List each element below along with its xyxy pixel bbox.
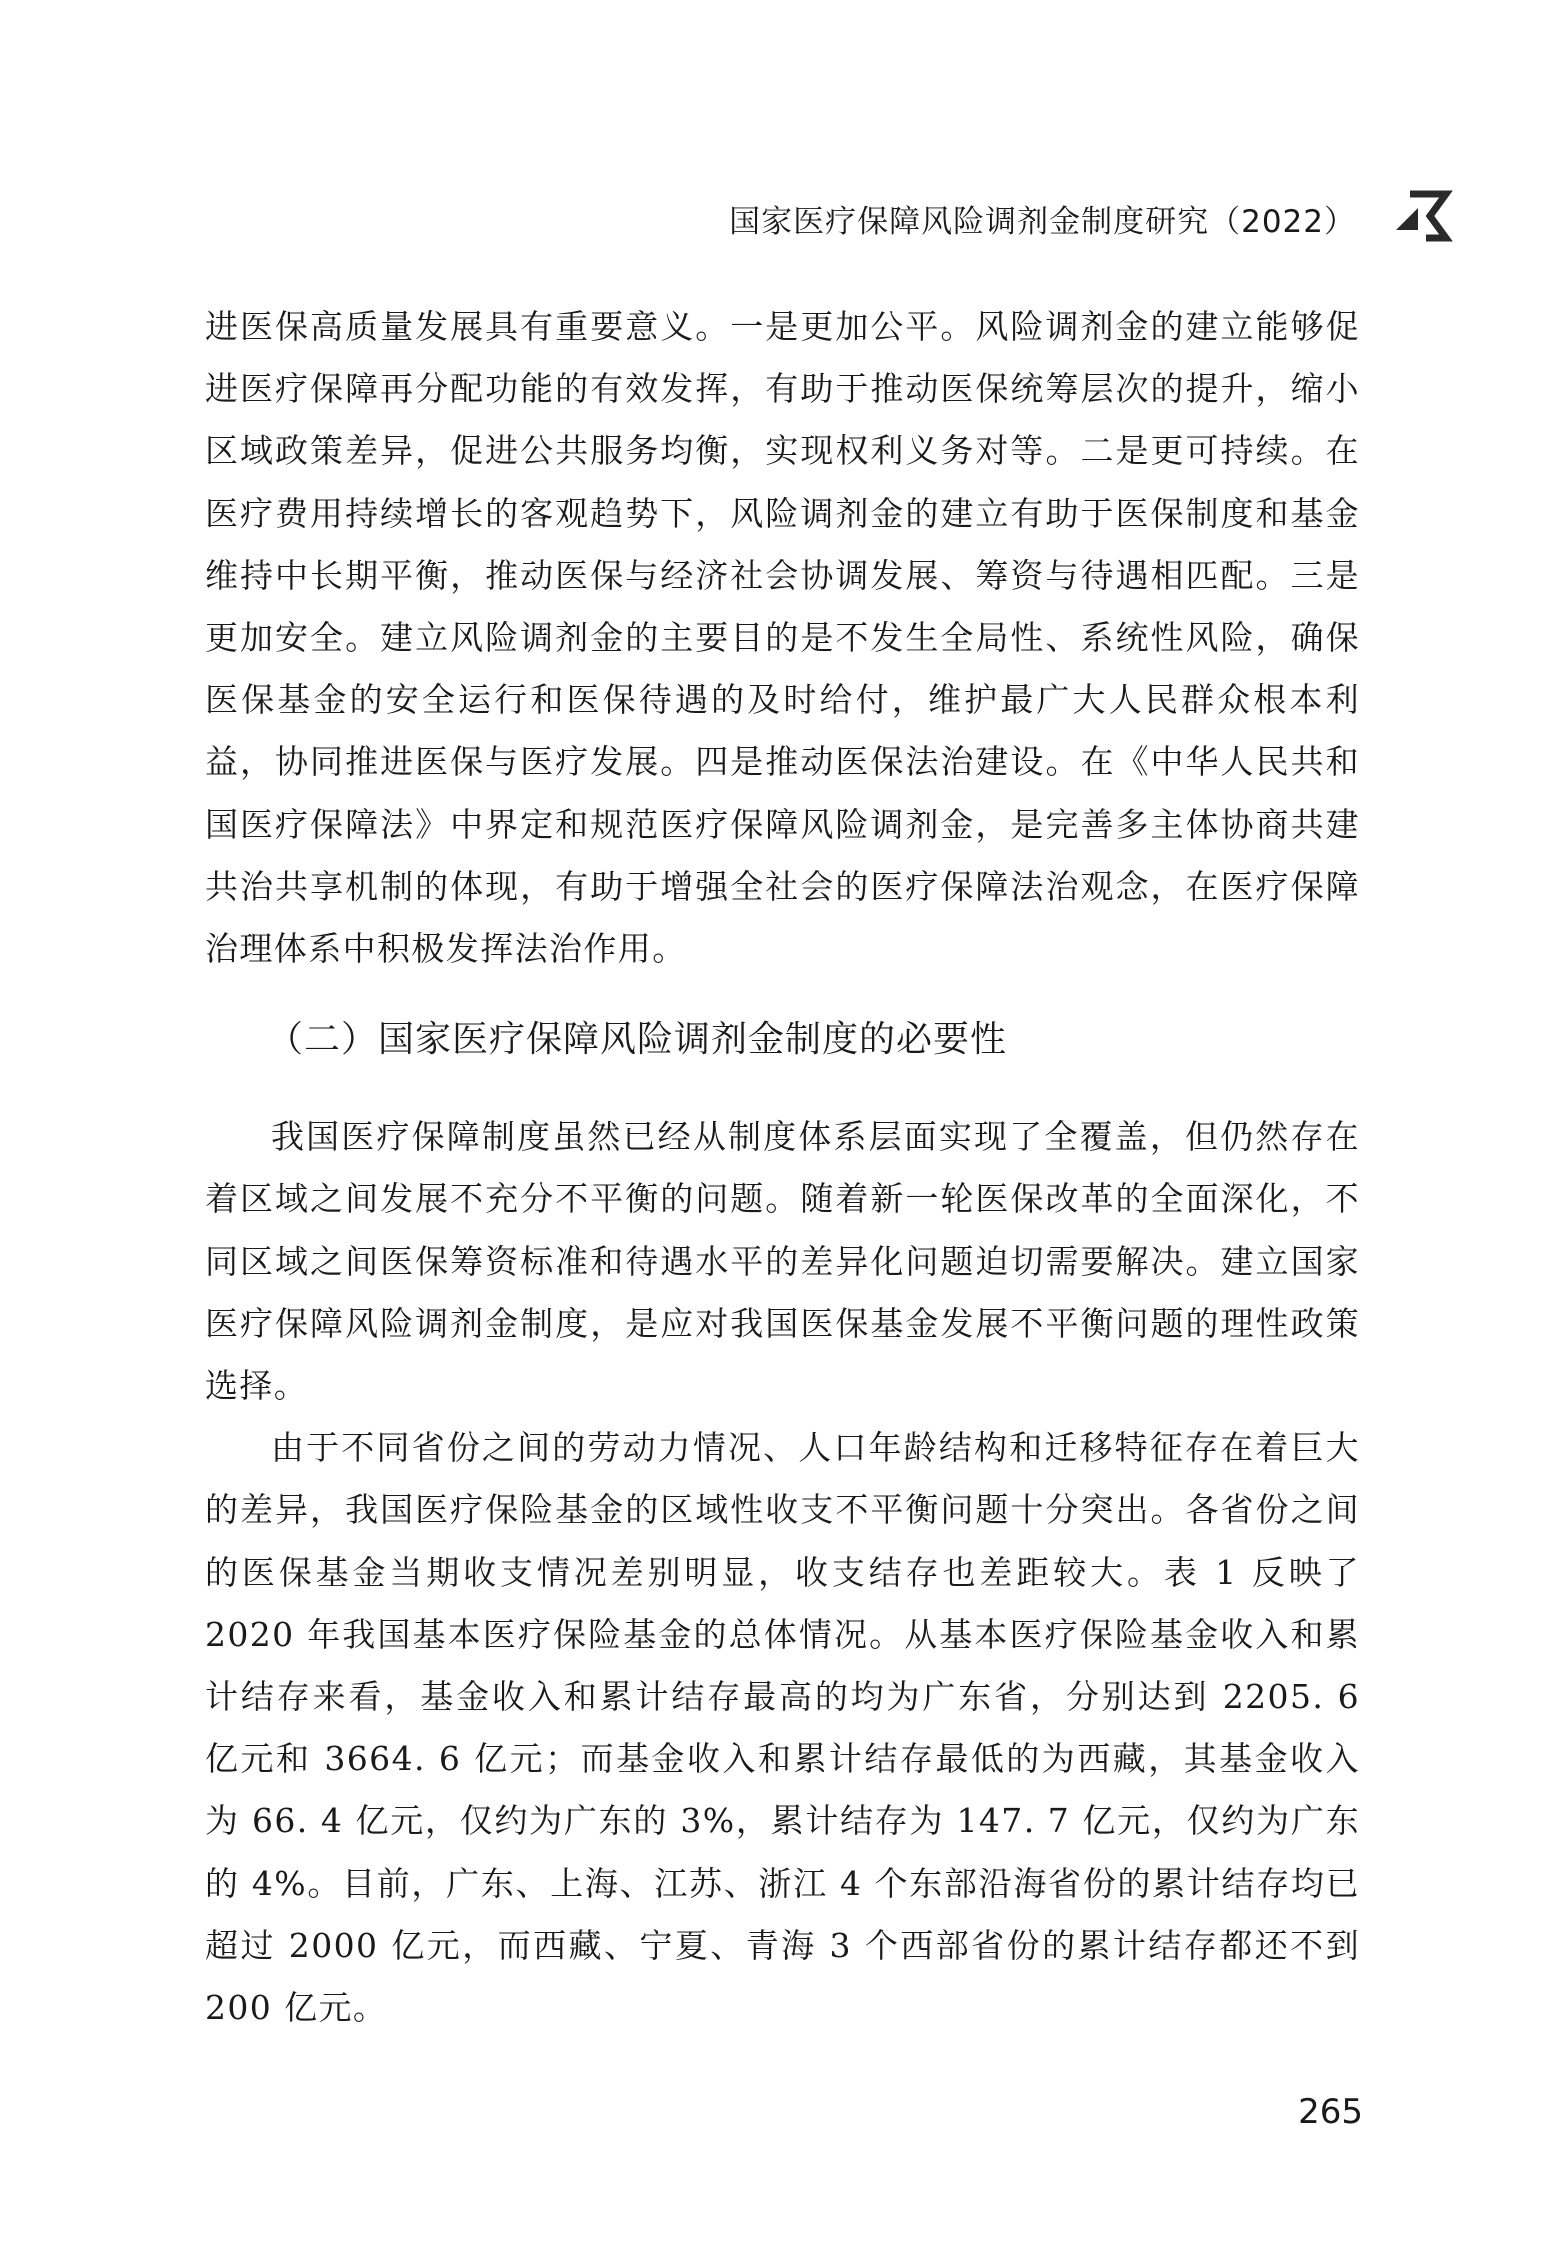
paragraph: 由于不同省份之间的劳动力情况、人口年龄结构和迁移特征存在着巨大的差异，我国医疗保险基金的区域性收支不平衡问题十分突出。各省份之间的医保基金当期收支情况差别明显，收支结存也差距较大。表 1 反映了 2020 年我国基本医疗保险基金的总体情况。从基本医疗保险基金收入和累计结存来看，基金收入和累计结存最高的均为广东省，分别达到 2205. 6 亿元和 3664. 6 亿元；而基金收入和累计结存最低的为西藏，其基金收入为 66. 4 亿元，仅约为广东的 3%，累计结存为 147. 7 亿元，仅约为广东的 4%。目前，广东、上海、江苏、浙江 4 个东部沿海省份的累计结存均已超过 2000 亿元，而西藏、宁夏、青海 3 个西部省份的累计结存都还不到 200 亿元。 — [205, 1428, 1360, 2028]
paragraph: 我国医疗保障制度虽然已经从制度体系层面实现了全覆盖，但仍然存在着区域之间发展不充分不平衡的问题。随着新一轮医保改革的全面深化，不同区域之间医保筹资标准和待遇水平的差异化问题迫切需要解决。建立国家医疗保障风险调剂金制度，是应对我国医保基金发展不平衡问题的理性政策选择。 — [205, 1117, 1360, 1406]
section-heading: （二）国家医疗保障风险调剂金制度的必要性 — [267, 1019, 1008, 1061]
paragraph-continued: 进医保高质量发展具有重要意义。一是更加公平。风险调剂金的建立能够促进医疗保障再分配功能的有效发挥，有助于推动医保统筹层次的提升，缩小区域政策差异，促进公共服务均衡，实现权利义务对等。二是更可持续。在医疗费用持续增长的客观趋势下，风险调剂金的建立有助于医保制度和基金维持中长期平衡，推动医保与经济社会协调发展、筹资与待遇相匹配。三是更加安全。建立风险调剂金的主要目的是不发生全局性、系统性风险，确保医保基金的安全运行和医保待遇的及时给付，维护最广大人民群众根本利益，协同推进医保与医疗发展。四是推动医保法治建设。在《中华人民共和国医疗保障法》中界定和规范医疗保障风险调剂金，是完善多主体协商共建共治共享机制的体现，有助于增强全社会的医疗保障法治观念，在医疗保障治理体系中积极发挥法治作用。 — [205, 307, 1360, 969]
chapter-mark-icon — [1390, 188, 1464, 244]
page-body — [205, 296, 1360, 2039]
page-number: 265 — [1298, 2092, 1363, 2132]
running-header: 国家医疗保障风险调剂金制度研究（2022） — [729, 204, 1356, 240]
